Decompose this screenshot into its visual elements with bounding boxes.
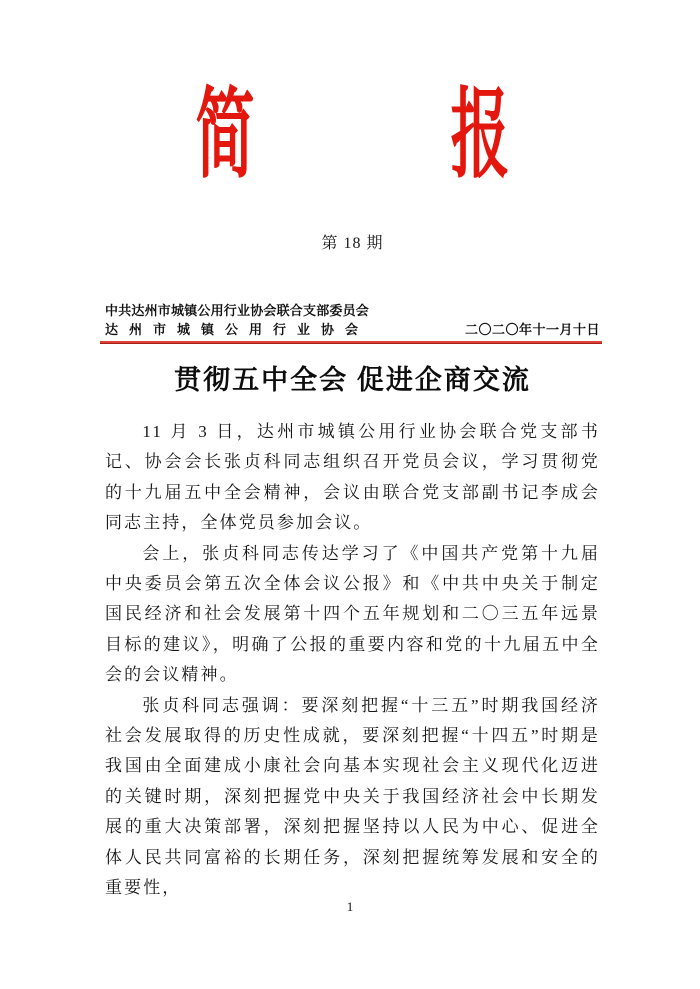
article-body — [105, 417, 600, 904]
masthead-char-box — [195, 82, 255, 190]
org-date-row — [105, 320, 600, 339]
masthead-char-bao: 报 — [450, 82, 510, 190]
issue-date: 二〇二〇年十一月十日 — [464, 322, 600, 337]
article-title: 贯彻五中全会 促进企商交流 — [174, 365, 531, 395]
org-name-line2: 达州市城镇公用行业协会 — [105, 322, 370, 337]
page-number: 1 — [346, 899, 354, 914]
org-name-line1: 中共达州市城镇公用行业协会联合支部委员会 — [105, 303, 370, 318]
issue-number: 第 18 期 — [321, 235, 384, 252]
body-paragraph-3: 张贞科同志强调：要深刻把握“十三五”时期我国经济社会发展取得的历史性成就，要深刻把握“十四五”时期是我国由全面建成小康社会向基本实现社会主义现代化迈进的关键时期，深刻把握党中央关于我国经济社会中长期发展的重大决策部署，深刻把握坚持以人民为中心、促进全体人民共同富裕的长期任务，深刻把握统筹发展和安全的重要性， — [105, 695, 600, 898]
red-divider-rule — [100, 341, 602, 344]
masthead-char-jian: 简 — [195, 82, 255, 190]
body-paragraph-1: 11 月 3 日，达州市城镇公用行业协会联合党支部书记、协会会长张贞科同志组织召开党员会议，学习贯彻党的十九届五中全会精神，会议由联合党支部副书记李成会同志主持，全体党员参加会议。 — [105, 422, 600, 533]
masthead-char-box — [450, 82, 510, 190]
body-paragraph-2: 会上，张贞科同志传达学习了《中国共产党第十九届中央委员会第五次全体会议公报》和《中共中央关于制定国民经济和社会发展第十四个五年规划和二〇三五年远景目标的建议》，明确了公报的重要内容和党的十九届五中全会的会议精神。 — [105, 543, 600, 685]
masthead-title — [105, 82, 600, 190]
header-block — [105, 301, 600, 344]
